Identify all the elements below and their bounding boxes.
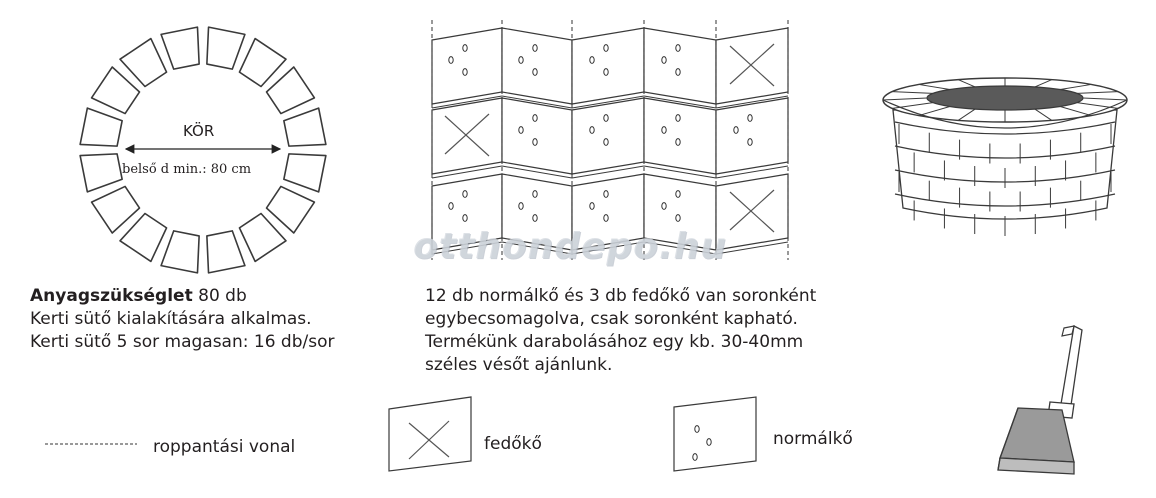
- stone-cell: [432, 28, 502, 104]
- ring-block: [120, 213, 167, 261]
- material-line-3: Kerti sütő 5 sor magasan: 16 db/sor: [30, 332, 335, 352]
- pit-opening: [927, 86, 1083, 110]
- package-line: Termékünk darabolásához egy kb. 30-40mm: [425, 332, 804, 352]
- inner-diameter-label: belső d min.: 80 cm: [122, 162, 252, 177]
- normal-stone-icon: [670, 393, 760, 473]
- package-line: 12 db normálkő és 3 db fedőkő van soronként: [425, 286, 817, 306]
- dashed-line-icon: [45, 441, 145, 447]
- ring-block: [92, 186, 140, 233]
- material-line-2: Kerti sütő kialakítására alkalmas.: [30, 309, 312, 329]
- chisel-icon: [990, 322, 1100, 492]
- cover-stone-icon: [385, 393, 475, 473]
- ring-block: [161, 231, 199, 273]
- package-line: széles vésőt ajánlunk.: [425, 355, 613, 375]
- normal-stone-label: normálkő: [773, 429, 853, 449]
- ring-block: [207, 231, 245, 273]
- pit-body: [893, 110, 1117, 219]
- ring-block: [80, 108, 122, 146]
- package-line: egybecsomagolva, csak soronként kapható.: [425, 309, 798, 329]
- package-block: [425, 285, 816, 377]
- ring-block: [284, 154, 326, 192]
- watermark: otthondepo.hu: [413, 226, 727, 267]
- break-line-label: roppantási vonal: [153, 437, 296, 457]
- ring-label: KÖR: [183, 122, 215, 140]
- stone-cell: [716, 98, 788, 174]
- stone-cell: [502, 98, 572, 174]
- stone-cell: [572, 28, 644, 104]
- ring-block: [161, 27, 199, 69]
- stone-grid-diagram: [425, 20, 795, 260]
- stone-cell: [644, 28, 716, 104]
- fire-pit-illustration: [875, 80, 1135, 230]
- ring-block: [284, 108, 326, 146]
- ring-block: [266, 186, 314, 233]
- cover-stone-label: fedőkő: [484, 434, 542, 454]
- material-count: 80 db: [192, 286, 247, 306]
- material-title: Anyagszükséglet: [30, 286, 193, 306]
- ring-block: [239, 39, 286, 87]
- ring-block: [120, 39, 167, 87]
- ring-block: [92, 67, 140, 114]
- ring-block: [207, 27, 245, 69]
- material-block: [30, 285, 334, 354]
- ring-block: [239, 213, 286, 261]
- ring-block: [266, 67, 314, 114]
- stone-cell: [644, 98, 716, 174]
- stone-cell: [572, 98, 644, 174]
- stone-cell: [502, 28, 572, 104]
- ring-block: [80, 154, 122, 192]
